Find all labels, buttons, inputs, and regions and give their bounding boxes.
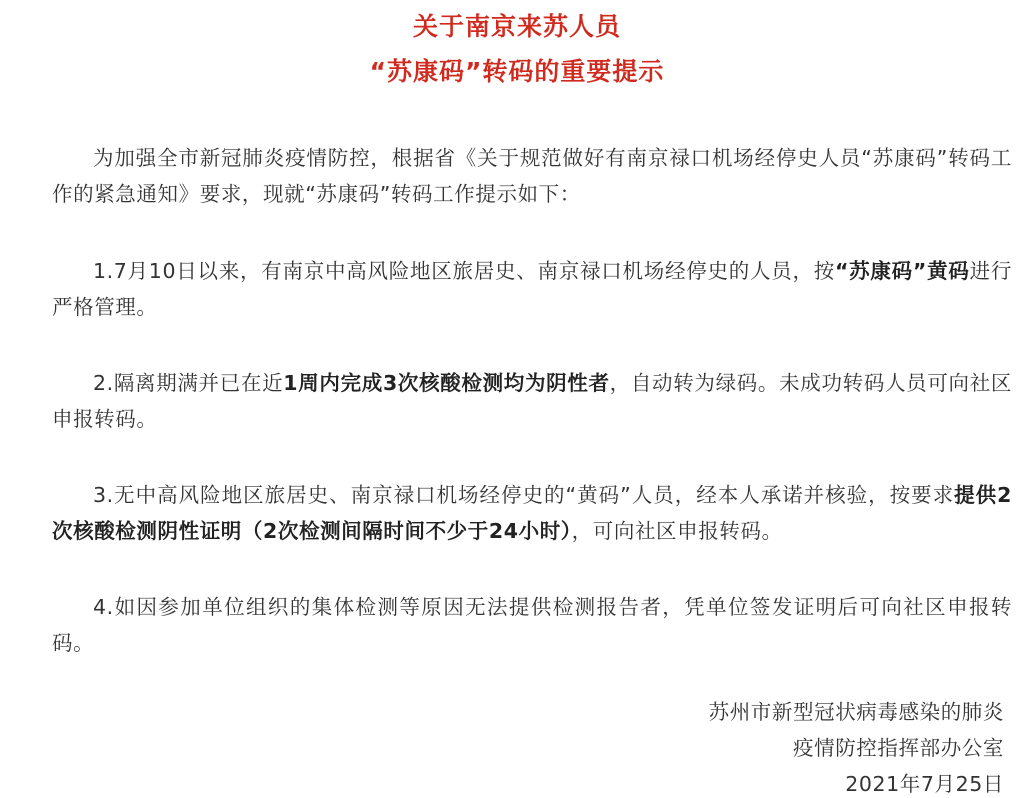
rule-item-4 bbox=[52, 589, 1012, 661]
rule-item-3-text: 3.无中高风险地区旅居史、南京禄口机场经停史的“黄码”人员，经本人承诺并核验，按要求 bbox=[93, 483, 955, 507]
notice-title-line2: “苏康码”转码的重要提示 bbox=[369, 57, 665, 86]
rule-item-3 bbox=[52, 477, 1012, 549]
rule-item-1-emphasis: “苏康码”黄码 bbox=[834, 259, 970, 283]
rule-item-2 bbox=[52, 365, 1012, 437]
rule-item-2-text: 2.隔离期满并已在近 bbox=[93, 371, 284, 395]
rule-item-1-tail: 进行严格管理。 bbox=[52, 259, 1013, 319]
notice-title-line1: 关于南京来苏人员 bbox=[412, 12, 621, 41]
intro-text: 为加强全市新冠肺炎疫情防控，根据省《关于规范做好有南京禄口机场经停史人员“苏康码”转码工作的紧急通知》要求，现就“苏康码”转码工作提示如下： bbox=[52, 146, 1012, 206]
signature-date: 2021年7月25日 bbox=[845, 772, 1004, 796]
intro-paragraph bbox=[52, 140, 1012, 212]
rule-item-3-emphasis: 提供2次核酸检测阴性证明（2次检测间隔时间不少于24小时） bbox=[52, 483, 1012, 543]
signature-org-line1: 苏州市新型冠状病毒感染的肺炎 bbox=[708, 700, 1004, 724]
signature-org-line2: 疫情防控指挥部办公室 bbox=[793, 736, 1004, 760]
rule-item-2-emphasis: 1周内完成3次核酸检测均为阴性者 bbox=[283, 371, 610, 395]
rule-item-4-text: 4.如因参加单位组织的集体检测等原因无法提供检测报告者，凭单位签发证明后可向社区申报转码。 bbox=[52, 595, 1012, 655]
rule-item-1 bbox=[52, 253, 1012, 325]
rule-item-3-tail: ，可向社区申报转码。 bbox=[571, 519, 783, 543]
rule-item-1-text: 1.7月10日以来，有南京中高风险地区旅居史、南京禄口机场经停史的人员，按 bbox=[93, 259, 835, 283]
rule-item-2-tail: ，自动转为绿码。未成功转码人员可向社区申报转码。 bbox=[52, 371, 1012, 431]
